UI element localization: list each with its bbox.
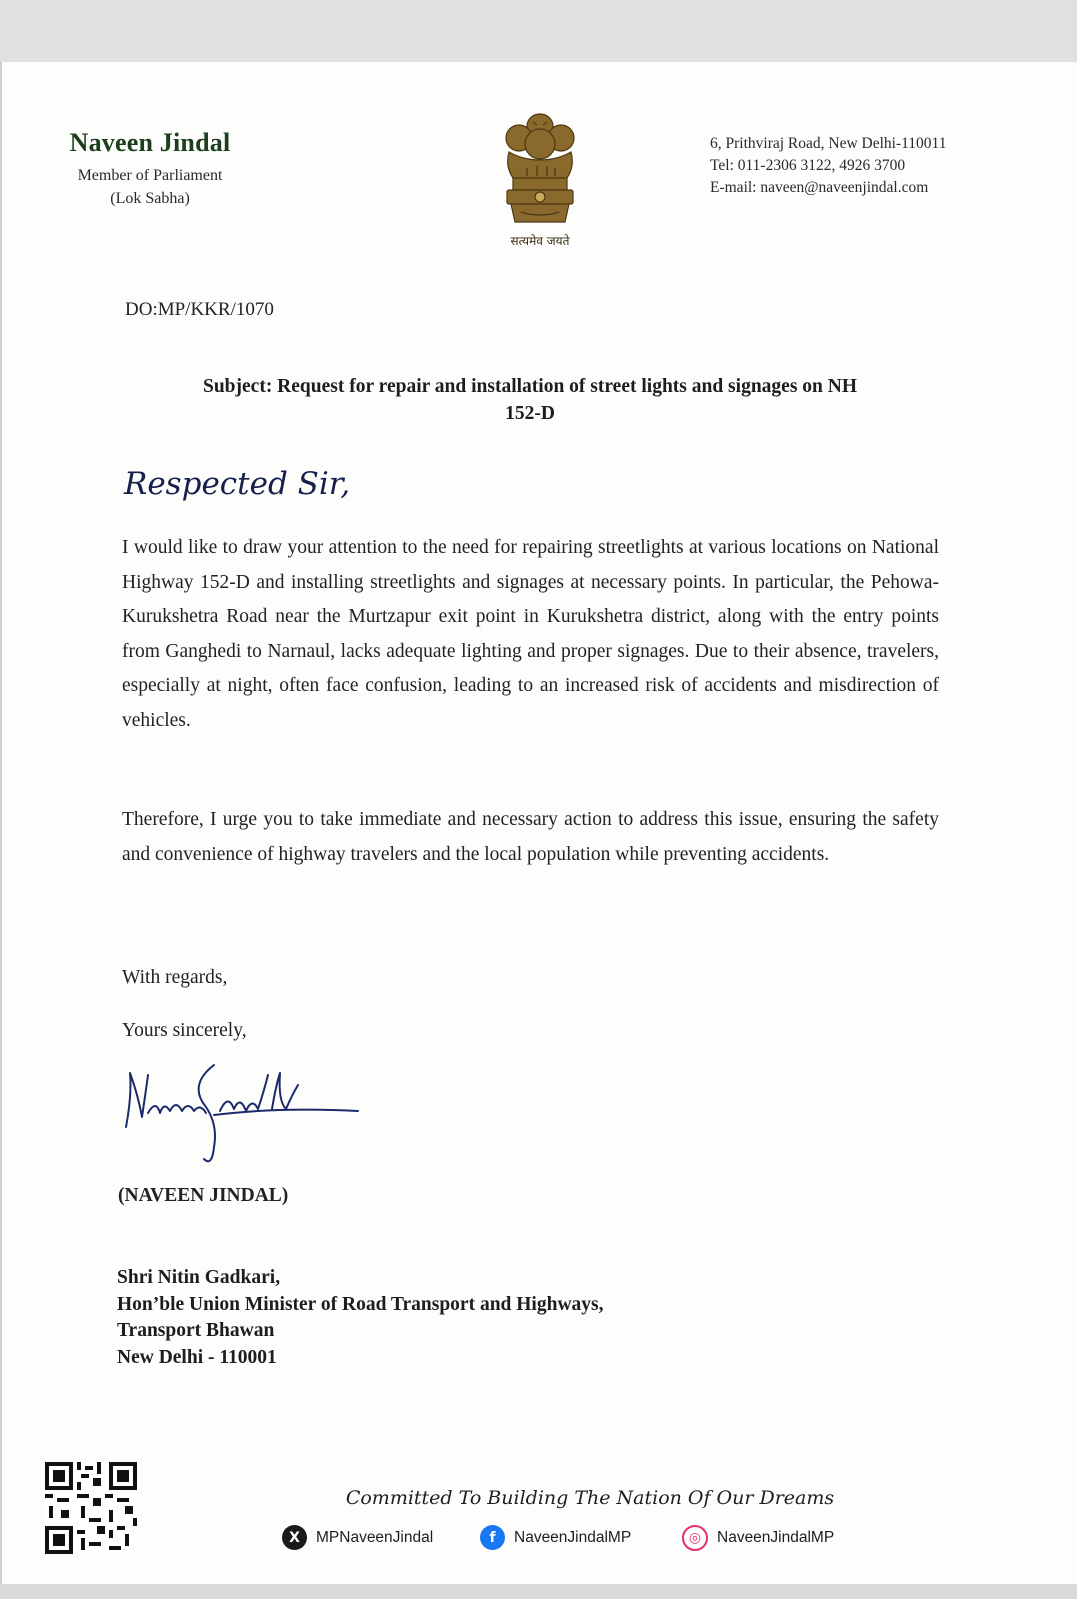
- subject-line-2: 152-D: [505, 403, 555, 424]
- handwritten-signature: [118, 1055, 368, 1170]
- twitter-handle: MPNaveenJindal: [316, 1528, 434, 1546]
- footer-tagline: Committed To Building The Nation Of Our Dreams: [345, 1487, 835, 1509]
- body-paragraph-1: I would like to draw your attention to the need for repairing streetlights at various locations on National Highway 152-D and installing streetlights and signages at necessary points. In particular, the Pehowa-Kurukshetra Road near the Murtzapur exit point in Kurukshetra district, along with the entry points from Ganghedi to Narnaul, lacks adequate lighting and proper signages. Due to their absence, travelers, especially at night, often face confusion, leading to an increased risk of accidents and misdirection of vehicles.: [122, 537, 939, 731]
- emblem-motto: सत्यमेव जयते: [510, 234, 570, 248]
- instagram-icon: ◎: [682, 1525, 708, 1551]
- instagram-handle: NaveenJindalMP: [717, 1529, 835, 1546]
- x-twitter-icon: X: [282, 1525, 307, 1550]
- address-block: [710, 133, 946, 199]
- facebook-handle: NaveenJindalMP: [514, 1528, 632, 1546]
- sender-block: [40, 128, 260, 210]
- social-facebook[interactable]: [480, 1525, 631, 1550]
- closing-regards: With regards,: [122, 967, 228, 988]
- telephone-line: Tel: 011-2306 3122, 4926 3700: [710, 157, 906, 174]
- sender-name: Naveen Jindal: [69, 128, 231, 157]
- facebook-icon: f: [480, 1525, 505, 1550]
- qr-code[interactable]: [45, 1462, 137, 1554]
- subject-line-1: Subject: Request for repair and installation of street lights and signages on NH: [202, 376, 857, 397]
- recipient-office: Transport Bhawan: [117, 1320, 275, 1341]
- email-line: E-mail: naveen@naveenjindal.com: [710, 179, 929, 196]
- recipient-name: Shri Nitin Gadkari,: [117, 1267, 281, 1288]
- bottom-band: [0, 1584, 1077, 1599]
- lion-capital-icon: [497, 108, 583, 230]
- subject: [115, 373, 945, 427]
- sender-role-line2: (Lok Sabha): [110, 190, 190, 207]
- page-edge: [0, 62, 2, 1584]
- social-twitter[interactable]: [282, 1525, 433, 1550]
- signer-name: (NAVEEN JINDAL): [118, 1185, 289, 1206]
- recipient-title: Hon’ble Union Minister of Road Transport and Highways,: [117, 1293, 604, 1315]
- closing-sincerely: Yours sincerely,: [122, 1020, 247, 1041]
- national-emblem: [487, 108, 593, 258]
- top-band: [0, 0, 1077, 62]
- social-instagram[interactable]: [682, 1525, 834, 1551]
- recipient-city: New Delhi - 110001: [117, 1346, 277, 1368]
- reference-number: DO:MP/KKR/1070: [125, 299, 274, 320]
- body-paragraph-2: Therefore, I urge you to take immediate and necessary action to address this issue, ensuring the safety and convenience of highway travelers and the local population while preventing accidents.: [122, 809, 939, 865]
- sender-role-line1: Member of Parliament: [77, 167, 223, 184]
- recipient-block: [117, 1265, 604, 1371]
- address-line: 6, Prithviraj Road, New Delhi-110011: [710, 135, 947, 152]
- sender-role: [40, 164, 260, 210]
- handwritten-salutation: Respected Sir,: [124, 466, 351, 502]
